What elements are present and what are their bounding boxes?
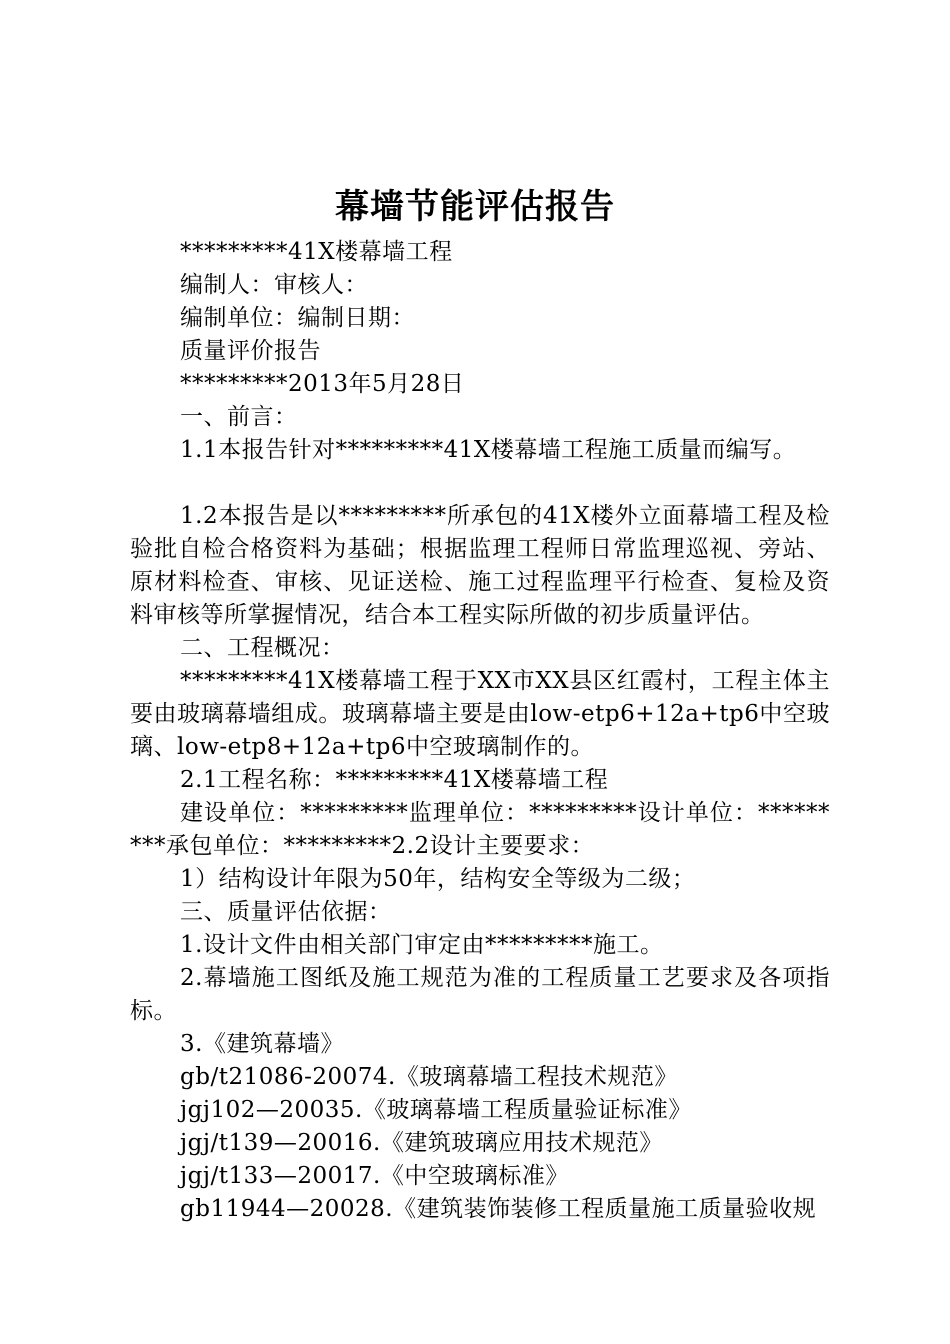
project-name-line: *********41X楼幕墙工程 (180, 239, 453, 265)
blank-line (130, 467, 830, 500)
basis-1-line: 1.设计文件由相关部门审定由*********施工。 (180, 932, 664, 958)
section-3-heading: 三、质量评估依据： (180, 899, 392, 925)
standard-line: jgj/t139—20016.《建筑玻璃应用技术规范》 (180, 1130, 663, 1156)
standard-line: jgj/t133—20017.《中空玻璃标准》 (180, 1163, 569, 1189)
basis-2-paragraph: 2.幕墙施工图纸及施工规范为准的工程质量工艺要求及各项指标。 (130, 965, 830, 1024)
standard-line: gb/t21086-20074.《玻璃幕墙工程技术规范》 (180, 1064, 678, 1090)
section-2-1-line: 2.1工程名称：*********41X楼幕墙工程 (180, 767, 609, 793)
report-subtitle: 质量评价报告 (180, 338, 321, 364)
design-life-line: 1）结构设计年限为50年，结构安全等级为二级； (180, 866, 696, 892)
section-1-1-line: 1.1本报告针对*********41X楼幕墙工程施工质量而编写。 (180, 437, 797, 463)
author-reviewer-line: 编制人：审核人： (180, 272, 368, 298)
document-body (130, 236, 830, 1226)
document-title: 幕墙节能评估报告 (335, 187, 615, 227)
standard-line: gb11944—20028.《建筑装饰装修工程质量施工质量验收规 (180, 1196, 817, 1222)
standard-line: jgj102—20035.《玻璃幕墙工程质量验证标准》 (180, 1097, 692, 1123)
unit-date-line: 编制单位：编制日期： (180, 305, 415, 331)
section-1-2-paragraph: 1.2本报告是以*********所承包的41X楼外立面幕墙工程及检验批自检合格资料为基础；根据监理工程师日常监理巡视、旁站、原材料检查、审核、见证送检、施工过程监理平行检查、复检及资料审核等所掌握情况，结合本工程实际所做的初步质量评估。 (130, 503, 830, 628)
report-date-line: *********2013年5月28日 (180, 371, 465, 397)
units-paragraph: 建设单位：*********监理单位：*********设计单位：*********承包单位：*********2.2设计主要要求： (130, 800, 830, 859)
section-1-heading: 一、前言： (180, 404, 298, 430)
standard-line: 3.《建筑幕墙》 (180, 1031, 344, 1057)
overview-paragraph: *********41X楼幕墙工程于XX市XX县区红霞村，工程主体主要由玻璃幕墙组成。玻璃幕墙主要是由low-etp6+12a+tp6中空玻璃、low-etp8+12a+tp6中空玻璃制作的。 (130, 668, 830, 760)
section-2-heading: 二、工程概况： (180, 635, 345, 661)
